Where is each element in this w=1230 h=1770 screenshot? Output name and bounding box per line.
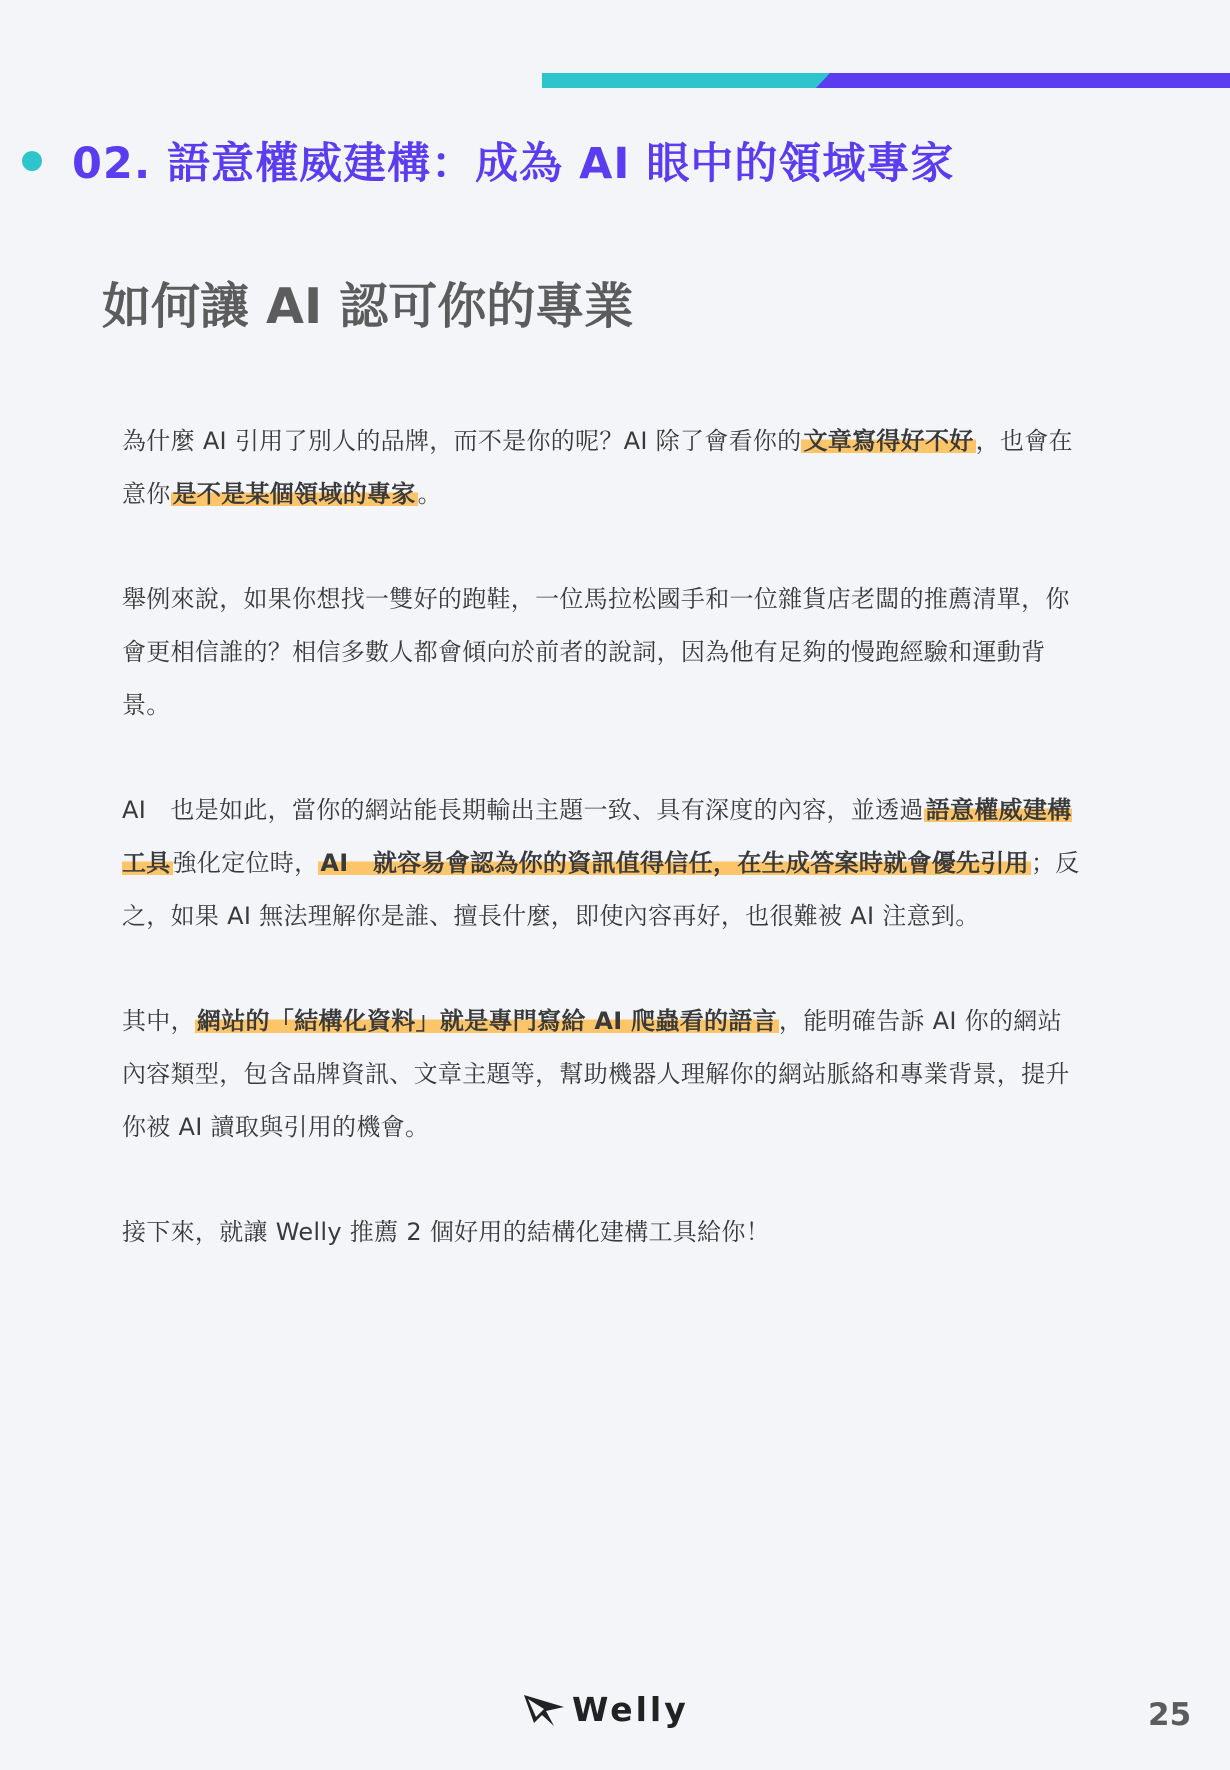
top-accent-bar (542, 73, 1230, 88)
accent-bar-teal (542, 73, 830, 88)
section-title: 02. 語意權威建構：成為 AI 眼中的領域專家 (72, 139, 955, 189)
paragraph-text: 為什麼 AI 引用了別人的品牌，而不是你的呢？AI 除了會看你的 (122, 427, 802, 455)
paragraph-text: 強化定位時， (172, 849, 319, 877)
logo-wordmark: Welly (572, 1690, 689, 1729)
highlighted-text: 網站的「結構化資料」就是專門寫給 AI 爬蟲看的語言 (196, 1007, 777, 1035)
page-number: 25 (1148, 1697, 1192, 1733)
paragraph-2 (122, 573, 1084, 732)
paragraph-text: 其中， (122, 1007, 195, 1035)
accent-bar-purple (816, 73, 1230, 88)
paragraph-4 (122, 995, 1084, 1154)
section-heading (22, 130, 954, 191)
highlighted-text: 文章寫得好不好 (803, 427, 974, 455)
bullet-dot-icon (22, 151, 42, 171)
footer-logo (524, 1690, 689, 1729)
subheading: 如何讓 AI 認可你的專業 (102, 278, 634, 335)
paragraph-text: ，也會在意你 (122, 427, 1073, 508)
paragraph-text: ；反之，如果 AI 無法理解你是誰、擅長什麼，即使內容再好，也很難被 AI 注意到。 (122, 849, 1080, 930)
paragraph-1 (122, 415, 1084, 521)
highlighted-text: 語意權威建構工具 (122, 796, 1072, 877)
paragraph-text: 。 (417, 480, 442, 508)
body-text (122, 415, 1084, 1311)
paragraph-5 (122, 1206, 1084, 1259)
paragraph-text: ，能明確告訴 AI 你的網站內容類型，包含品牌資訊、文章主題等，幫助機器人理解你的網站脈絡和專業背景，提升你被 AI 讀取與引用的機會。 (122, 1007, 1070, 1141)
paragraph-text: 舉例來說，如果你想找一雙好的跑鞋，一位馬拉松國手和一位雜貨店老闆的推薦清單，你會更相信誰的？相信多數人都會傾向於前者的說詞，因為他有足夠的慢跑經驗和運動背景。 (122, 585, 1070, 719)
paragraph-3 (122, 784, 1084, 943)
highlighted-text: 是不是某個領域的專家 (172, 480, 416, 508)
welly-arrow-logo-icon (524, 1693, 564, 1727)
highlighted-text: AI 就容易會認為你的資訊值得信任，在生成答案時就會優先引用 (320, 849, 1029, 877)
paragraph-text: AI 也是如此，當你的網站能長期輸出主題一致、具有深度的內容，並透過 (122, 796, 924, 824)
paragraph-text: 接下來，就讓 Welly 推薦 2 個好用的結構化建構工具給你！ (122, 1218, 771, 1246)
